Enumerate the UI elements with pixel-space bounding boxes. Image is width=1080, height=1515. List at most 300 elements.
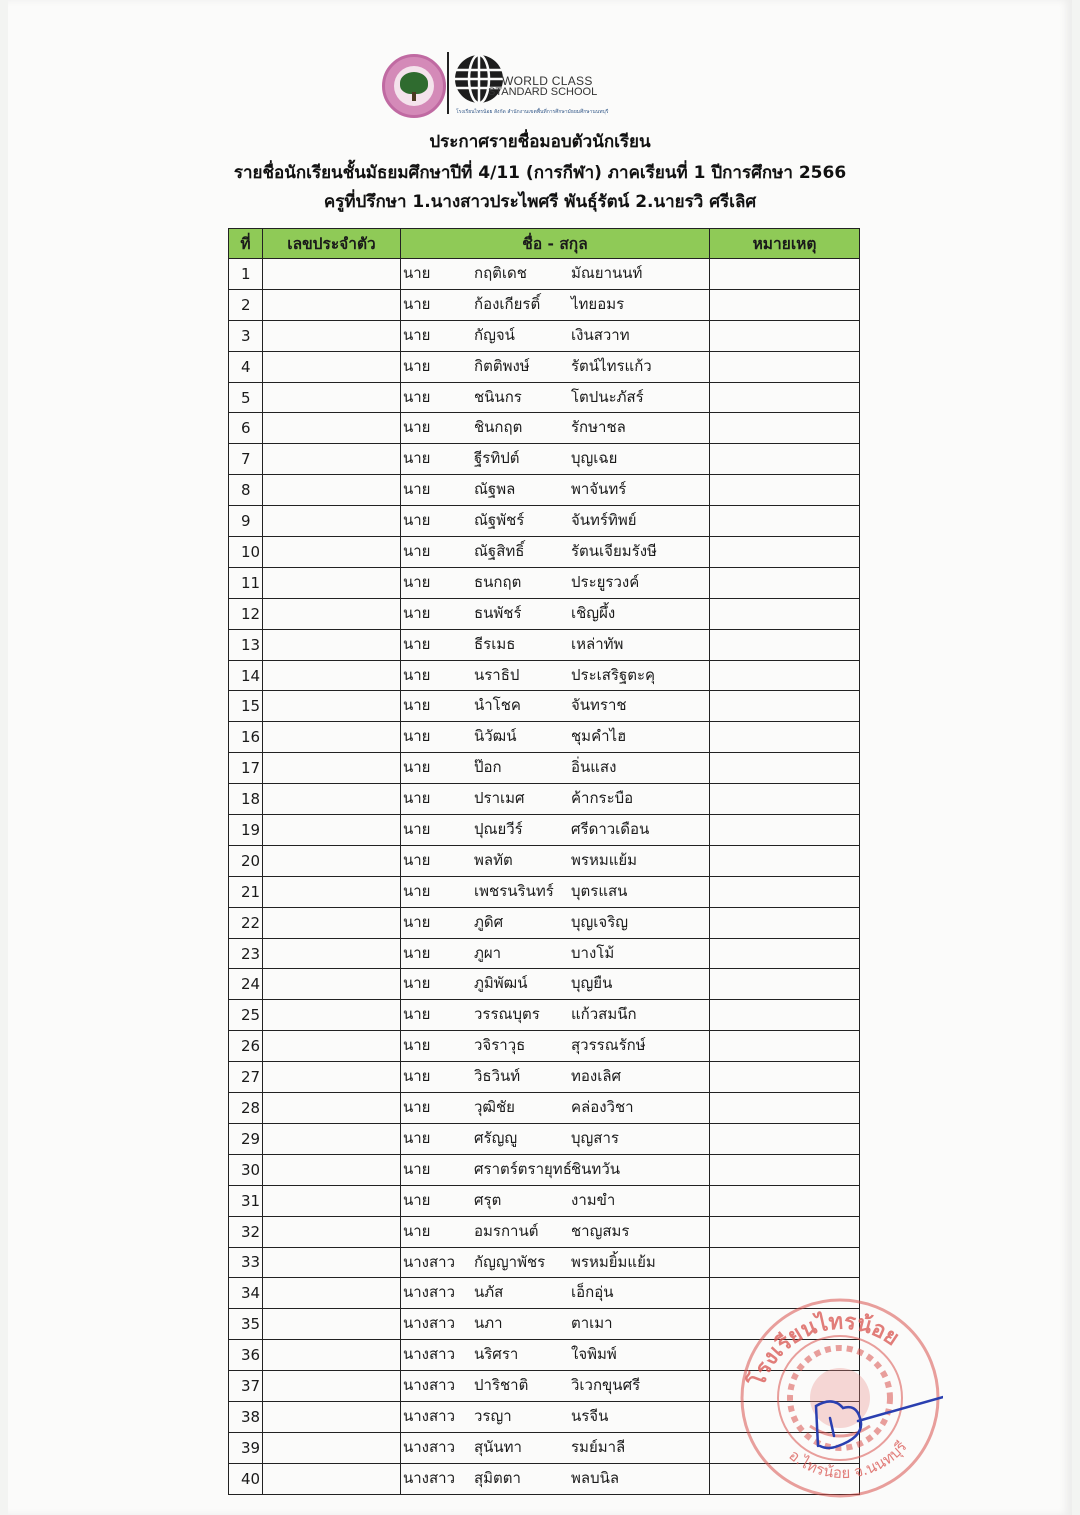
table-row [229,506,860,537]
first-name: ฐีรทิปต์ [474,449,520,468]
student-id-cell [263,1031,401,1062]
first-name: ปราเมศ [474,789,525,808]
row-number: 38 [229,1401,263,1432]
first-name: ณัฐพัชร์ [474,511,525,530]
last-name: จันทราช [571,696,627,715]
remarks-cell [710,1340,860,1371]
remarks-cell [710,938,860,969]
student-name-cell [401,598,710,629]
last-name: ไทยอมร [571,294,625,313]
name-prefix: นางสาว [403,1345,456,1364]
last-name: เงินสวาท [571,325,630,344]
last-name: พลบนิล [571,1468,620,1487]
school-logos [380,48,610,118]
student-name-cell [401,1093,710,1124]
student-name-cell [401,629,710,660]
student-id-cell [263,1123,401,1154]
row-number: 7 [229,444,263,475]
name-prefix: นาย [403,850,431,869]
last-name: บุญสาร [571,1128,619,1147]
table-row [229,1401,860,1432]
row-number: 30 [229,1154,263,1185]
remarks-cell [710,784,860,815]
student-name-cell [401,1401,710,1432]
table-row [229,784,860,815]
table-row [229,444,860,475]
table-row [229,1432,860,1463]
remarks-cell [710,1278,860,1309]
first-name: ภูผา [474,943,502,962]
row-number: 6 [229,413,263,444]
student-id-cell [263,413,401,444]
row-number: 10 [229,537,263,568]
first-name: ณัฐสิทธิ์ [474,542,525,561]
student-id-cell [263,1062,401,1093]
last-name: วิเวกขุนศรี [571,1376,641,1395]
first-name: นำโชค [474,696,521,715]
student-id-cell [263,382,401,413]
last-name: ศรีดาวเดือน [571,820,650,839]
student-name-cell [401,691,710,722]
last-name: เหล่าทัพ [571,634,624,653]
name-prefix: นาย [403,356,431,375]
row-number: 26 [229,1031,263,1062]
remarks-cell [710,567,860,598]
name-prefix: นางสาว [403,1376,456,1395]
remarks-cell [710,1371,860,1402]
student-id-cell [263,1185,401,1216]
column-header-student-id: เลขประจำตัว [263,229,401,259]
student-name-cell [401,1340,710,1371]
row-number: 15 [229,691,263,722]
student-name-cell [401,1031,710,1062]
first-name: นิวัฒน์ [474,727,517,746]
student-id-cell [263,629,401,660]
name-prefix: นาย [403,1005,431,1024]
last-name: พรหมยิ้มแย้ม [571,1252,656,1271]
table-row [229,907,860,938]
first-name: พลทัต [474,850,513,869]
remarks-cell [710,259,860,290]
last-name: ค้ากระบือ [571,789,634,808]
table-row [229,598,860,629]
last-name: จันทร์ทิพย์ [571,511,637,530]
student-id-cell [263,259,401,290]
student-name-cell [401,845,710,876]
column-header-full-name: ชื่อ - สกุล [401,229,710,259]
student-id-cell [263,1216,401,1247]
name-prefix: นาย [403,820,431,839]
student-id-cell [263,660,401,691]
table-row [229,1185,860,1216]
student-id-cell [263,1401,401,1432]
remarks-cell [710,444,860,475]
row-number: 28 [229,1093,263,1124]
name-prefix: นางสาว [403,1314,456,1333]
row-number: 24 [229,969,263,1000]
name-prefix: นาย [403,325,431,344]
remarks-cell [710,907,860,938]
name-prefix: นาย [403,294,431,313]
table-row [229,1031,860,1062]
row-number: 19 [229,815,263,846]
student-name-cell [401,876,710,907]
row-number: 17 [229,753,263,784]
table-row [229,320,860,351]
name-prefix: นาย [403,696,431,715]
student-name-cell [401,444,710,475]
table-row [229,289,860,320]
last-name: สุวรรณรักษ์ [571,1036,646,1055]
logo-subtext: โรงเรียนไทรน้อย สังกัด สำนักงานเขตพื้นที่การศึกษามัธยมศึกษานนทบุรี [456,109,609,115]
student-name-cell [401,722,710,753]
last-name: เอ็กอุ่น [571,1283,614,1302]
student-id-cell [263,845,401,876]
last-name: มัณยานนท์ [571,264,643,282]
table-row [229,351,860,382]
name-prefix: นาย [403,943,431,962]
table-row [229,1154,860,1185]
student-id-cell [263,351,401,382]
student-name-cell [401,1247,710,1278]
table-row [229,259,860,290]
student-name-cell [401,1216,710,1247]
table-row [229,753,860,784]
student-id-cell [263,475,401,506]
table-row [229,1247,860,1278]
name-prefix: นาย [403,758,431,777]
last-name: โตปนะภัสร์ [571,387,644,406]
last-name: ประยูรวงค์ [571,572,640,591]
row-number: 36 [229,1340,263,1371]
row-number: 14 [229,660,263,691]
name-prefix: นาย [403,264,431,282]
last-name: ชินทวัน [571,1159,620,1178]
first-name: ธนกฤต [474,572,522,591]
student-name-cell [401,413,710,444]
remarks-cell [710,722,860,753]
student-name-cell [401,351,710,382]
first-name: เพชรนรินทร์ [474,881,554,900]
last-name: ประเสริฐตะคุ [571,665,656,684]
student-id-cell [263,598,401,629]
row-number: 18 [229,784,263,815]
row-number: 13 [229,629,263,660]
student-name-cell [401,1185,710,1216]
student-name-cell [401,1000,710,1031]
student-id-cell [263,537,401,568]
name-prefix: นาย [403,727,431,746]
student-name-cell [401,784,710,815]
name-prefix: นาย [403,449,431,468]
name-prefix: นาย [403,1036,431,1055]
remarks-cell [710,691,860,722]
table-row [229,413,860,444]
student-id-cell [263,753,401,784]
last-name: ทองเลิศ [571,1067,622,1086]
last-name: อิ่นแสง [571,758,617,777]
table-row [229,969,860,1000]
student-id-cell [263,969,401,1000]
remarks-cell [710,1432,860,1463]
first-name: วรญา [474,1406,512,1425]
remarks-cell [710,1185,860,1216]
student-name-cell [401,1432,710,1463]
remarks-cell [710,1123,860,1154]
first-name: สุนันทา [474,1437,522,1456]
table-row [229,382,860,413]
row-number: 29 [229,1123,263,1154]
table-row [229,691,860,722]
student-id-cell [263,1463,401,1494]
name-prefix: นาย [403,1159,431,1178]
student-name-cell [401,753,710,784]
student-name-cell [401,506,710,537]
first-name: ศรัญญู [474,1128,518,1147]
first-name: วจิราวุธ [474,1036,526,1055]
last-name: รัตน์ไทรแก้ว [571,356,652,375]
first-name: ณัฐพล [474,480,516,499]
row-number: 25 [229,1000,263,1031]
row-number: 22 [229,907,263,938]
student-id-cell [263,1371,401,1402]
row-number: 1 [229,259,263,290]
student-name-cell [401,1062,710,1093]
row-number: 39 [229,1432,263,1463]
row-number: 21 [229,876,263,907]
student-id-cell [263,289,401,320]
name-prefix: นาย [403,1190,431,1209]
name-prefix: นาย [403,572,431,591]
advisors-line: ครูที่ปรึกษา 1.นางสาวประไพศรี พันธุ์รัตน์ 2.นายรวิ ศรีเลิศ [323,192,757,212]
name-prefix: นาย [403,1221,431,1240]
name-prefix: นางสาว [403,1468,456,1487]
first-name: ป๊อก [474,758,502,777]
first-name: นริศรา [474,1345,519,1364]
student-name-cell [401,475,710,506]
last-name: ชุมคำไฮ [571,727,627,746]
first-name: ภูมิพัฒน์ [474,974,528,993]
student-name-cell [401,1278,710,1309]
student-id-cell [263,1000,401,1031]
column-header-remarks: หมายเหตุ [710,229,860,259]
last-name: แก้วสมนึก [571,1005,637,1024]
table-row [229,1340,860,1371]
stamp-text-top: โรงเรียนไทรน้อย [745,1309,904,1391]
last-name: ชาญสมร [571,1221,630,1240]
student-id-cell [263,1309,401,1340]
first-name: วรรณบุตร [474,1005,540,1024]
first-name: วุฒิชัย [474,1098,515,1117]
last-name: ตาเมา [571,1314,613,1333]
name-prefix: นาย [403,912,431,931]
row-number: 2 [229,289,263,320]
row-number: 12 [229,598,263,629]
name-prefix: นาย [403,1067,431,1086]
remarks-cell [710,969,860,1000]
logo-divider [447,52,449,114]
first-name: นภัส [474,1283,504,1302]
row-number: 31 [229,1185,263,1216]
remarks-cell [710,1000,860,1031]
row-number: 35 [229,1309,263,1340]
student-name-cell [401,320,710,351]
first-name: ชนินกร [474,387,522,406]
student-id-cell [263,1278,401,1309]
stamp-text-bottom: อ.ไทรน้อย จ.นนทบุรี [785,1437,911,1483]
last-name: รักษาชล [571,418,626,437]
remarks-cell [710,660,860,691]
first-name: สุมิตตา [474,1468,521,1487]
school-seal-logo [382,54,446,118]
row-number: 16 [229,722,263,753]
name-prefix: นางสาว [403,1252,456,1271]
name-prefix: นาย [403,634,431,653]
name-prefix: นาย [403,542,431,561]
name-prefix: นางสาว [403,1283,456,1302]
name-prefix: นาย [403,480,431,499]
first-name: กัญจน์ [474,325,515,344]
remarks-cell [710,1309,860,1340]
logo-text-standard-school: STANDARD SCHOOL [488,86,598,98]
table-row [229,1093,860,1124]
table-row [229,845,860,876]
table-row [229,1216,860,1247]
student-id-cell [263,876,401,907]
name-prefix: นางสาว [403,1406,456,1425]
name-prefix: นาย [403,1098,431,1117]
student-name-cell [401,938,710,969]
table-row [229,537,860,568]
student-name-cell [401,1309,710,1340]
remarks-cell [710,629,860,660]
remarks-cell [710,1401,860,1432]
last-name: งามขำ [571,1190,616,1209]
remarks-cell [710,382,860,413]
table-row [229,629,860,660]
name-prefix: นาย [403,974,431,993]
remarks-cell [710,413,860,444]
student-id-cell [263,1432,401,1463]
student-id-cell [263,1340,401,1371]
name-prefix: นาย [403,511,431,530]
student-id-cell [263,567,401,598]
row-number: 27 [229,1062,263,1093]
table-row [229,660,860,691]
remarks-cell [710,1031,860,1062]
student-name-cell [401,969,710,1000]
last-name: บุญยืน [571,974,613,993]
remarks-cell [710,1154,860,1185]
remarks-cell [710,815,860,846]
student-name-cell [401,1123,710,1154]
student-id-cell [263,1247,401,1278]
name-prefix: นาย [403,789,431,808]
table-row [229,475,860,506]
remarks-cell [710,598,860,629]
first-name: ศราตร์ตรายุทธ์ [474,1159,572,1178]
first-name: ศรุต [474,1190,502,1209]
student-name-cell [401,382,710,413]
table-row [229,1062,860,1093]
last-name: รัตนเจียมรังษี [571,542,657,561]
table-row [229,1000,860,1031]
last-name: บุญเฉย [571,449,618,468]
table-row [229,1371,860,1402]
name-prefix: นาย [403,665,431,684]
first-name: ก้องเกียรติ์ [474,294,541,313]
table-row [229,1309,860,1340]
table-header-row [229,229,860,259]
first-name: ภูดิศ [474,912,504,931]
remarks-cell [710,1216,860,1247]
row-number: 5 [229,382,263,413]
remarks-cell [710,289,860,320]
student-name-cell [401,537,710,568]
table-row [229,876,860,907]
first-name: นราธิป [474,665,520,684]
student-name-cell [401,907,710,938]
name-prefix: นาย [403,603,431,622]
student-name-cell [401,1371,710,1402]
student-id-cell [263,938,401,969]
last-name: บุตรแสน [571,881,628,900]
name-prefix: นาย [403,881,431,900]
name-prefix: นาย [403,387,431,406]
remarks-cell [710,1247,860,1278]
first-name: ธนพัชร์ [474,603,522,622]
document-subtitle: รายชื่อนักเรียนชั้นมัธยมศึกษาปีที่ 4/11 (การกีฬา) ภาคเรียนที่ 1 ปีการศึกษา 2566 [233,163,847,183]
last-name: บุญเจริญ [571,912,629,931]
table-row [229,938,860,969]
name-prefix: นาย [403,1128,431,1147]
last-name: คล่องวิชา [571,1098,634,1117]
student-id-cell [263,722,401,753]
row-number: 33 [229,1247,263,1278]
first-name: วิธวินท์ [474,1067,521,1086]
remarks-cell [710,320,860,351]
last-name: พาจันทร์ [571,480,627,499]
row-number: 20 [229,845,263,876]
name-prefix: นาย [403,418,431,437]
remarks-cell [710,876,860,907]
row-number: 34 [229,1278,263,1309]
first-name: ชินกฤต [474,418,523,437]
student-id-cell [263,506,401,537]
first-name: นภา [474,1314,503,1333]
row-number: 9 [229,506,263,537]
table-row [229,815,860,846]
student-id-cell [263,784,401,815]
student-name-cell [401,289,710,320]
remarks-cell [710,1062,860,1093]
table-row [229,1463,860,1494]
row-number: 40 [229,1463,263,1494]
remarks-cell [710,1093,860,1124]
document-title: ประกาศรายชื่อมอบตัวนักเรียน [429,132,651,152]
last-name: เชิญผึ้ง [571,603,616,622]
logo-text-world-class: WORLD CLASS [502,74,593,88]
student-name-cell [401,1463,710,1494]
table-row [229,1278,860,1309]
student-name-cell [401,660,710,691]
remarks-cell [710,475,860,506]
table-row [229,567,860,598]
remarks-cell [710,351,860,382]
column-header-no: ที่ [229,229,263,259]
remarks-cell [710,537,860,568]
row-number: 32 [229,1216,263,1247]
